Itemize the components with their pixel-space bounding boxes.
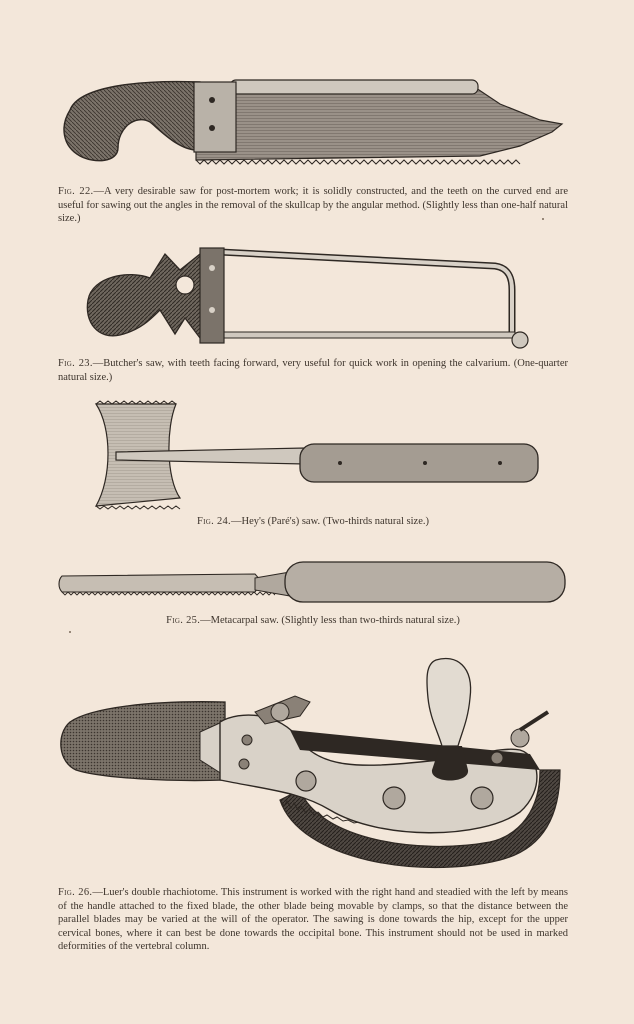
figure-label: Fig. 23. (58, 358, 93, 369)
figure-caption-25 (58, 614, 568, 628)
figure-26 (0, 650, 634, 960)
butchers-saw-icon (0, 240, 634, 355)
figure-caption-23 (58, 357, 568, 384)
figure-22 (0, 70, 634, 230)
figure-label: Fig. 26. (58, 887, 93, 898)
figure-text: —Butcher's saw, with teeth facing forward, very useful for quick work in opening the calvarium. (One-quarter natural size.) (58, 358, 568, 383)
figure-24 (0, 398, 634, 530)
figure-23 (0, 240, 634, 390)
paper-speck (69, 631, 71, 633)
metacarpal-saw-icon (0, 558, 634, 606)
figure-text: —Hey's (Paré's) saw. (Two-thirds natural size.) (230, 516, 430, 527)
figure-25 (0, 558, 634, 633)
figure-caption-22 (58, 185, 568, 226)
figure-caption-26 (58, 886, 568, 954)
figure-text: —Luer's double rhachiotome. This instrument is worked with the right hand and steadied with the left by means of the handle attached to the fixed blade, the other blade being movable by clamps, so that the distance between the parallel blades may be varied at the will of the operator. The sawing is done towards the hip, except for the upper cervical bones, where it can best be done towards the occipital bone. This instrument should not be used in marked deformities of the vertebral column. (58, 887, 568, 952)
heys-saw-icon (0, 398, 634, 513)
figure-label: Fig. 25. (166, 615, 201, 626)
figure-caption-24 (58, 515, 568, 529)
paper-speck (542, 218, 544, 220)
post-mortem-saw-icon (0, 70, 634, 180)
figure-label: Fig. 24. (196, 516, 231, 527)
figure-text: —Metacarpal saw. (Slightly less than two-thirds natural size.) (200, 615, 460, 626)
figure-label: Fig. 22. (58, 186, 94, 197)
double-rhachiotome-icon (0, 650, 634, 882)
figure-text: —A very desirable saw for post-mortem work; it is solidly constructed, and the teeth on the curved end are useful for sawing out the angles in the removal of the skullcap by the angular method. (Slightly less than one-half natural size.) (58, 186, 568, 224)
